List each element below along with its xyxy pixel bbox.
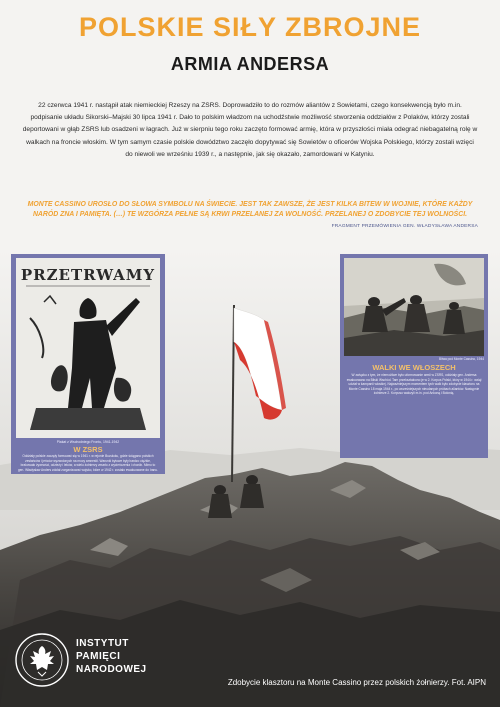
poster-text: PRZETRWAMY	[20, 266, 156, 284]
ipn-name-line3: NARODOWEJ	[76, 664, 147, 675]
right-image-caption: Bitwa pod Monte Cassino, 1944	[438, 357, 484, 361]
soldiers-battle-photo	[344, 258, 484, 356]
page-subtitle: ARMIA ANDERSA	[170, 54, 330, 74]
anders-quote: MONTE CASSINO UROSŁO DO SŁOWA SYMBOLU NA ŚWIECIE. JEST TAK ZAWSZE, ŻE JEST KILKA BITEW W WOJNIE, KTÓRE KAŻDY NARÓD ZNA I PAMIĘTA. (…) TE WZGÓRZA PEŁNE SĄ KRWI PRZELANEJ ZA WOLNOŚĆ. PRZELANEJ O ZDOBYCIE TEJ WOLNOŚCI.	[27, 201, 473, 218]
quote-source: FRAGMENT PRZEMÓWIENIA GEN. WŁADYSŁAWA ANDERSA	[331, 224, 478, 229]
ipn-name-line2: PAMIĘCI	[76, 651, 121, 662]
ipn-name-line1: INSTYTUT	[76, 638, 129, 649]
left-image-caption: Plakat z Wschodniego Frontu, 1941-1942	[56, 440, 120, 444]
page-title: POLSKIE SIŁY ZBROJNE	[78, 12, 422, 42]
left-panel-text: Oddziały polskie zaczęły formować się w 1941 r. w rejonie Buzułuku, gdzie ściągano polskich zesłańców i jeńców wyzwolonych na mocy amnestii. Warunki bytowe były bardzo ciężkie, brakowało żywności, odzieży i leków, a wielu żołnierzy zmarło z wycieńczenia i chorób. Mimo to gen. Władysław Anders zdołał zorganizować wojsko, które w 1942 r. zostało ewakuowane do Iranu.	[18, 454, 158, 472]
photo-caption: Zdobycie klasztoru na Monte Cassino przez polskich żołnierzy. Fot. AIPN	[227, 678, 486, 687]
ipn-eagle-seal-icon	[14, 632, 70, 688]
left-panel-heading: W ZSRS	[73, 445, 103, 454]
ipn-name	[76, 637, 147, 676]
right-panel-text: W związku z tym, że niemożliwe było uformowanie armii w ZSRS, oddziały gen. Andersa ewakuowano na Bliski Wschód. Tam przekształcono je w 2. Korpus Polski, który w 1944 r. wziął udział w kampanii włoskiej. Najważniejszym momentem tych walk było zdobycie klasztoru na Monte Cassino 18 maja 1944 r., po wcześniejszych nieudanych próbach aliantów. Następnie żołnierze 2. Korpusu walczyli m.in. pod Ankoną i Bolonią.	[346, 373, 482, 395]
right-panel-heading: WALKI WE WŁOSZECH	[372, 363, 456, 372]
intro-paragraph: 22 czerwca 1941 r. nastąpił atak niemieckiej Rzeszy na ZSRS. Doprowadziło to do rozmów aliantów z Sowietami, czego konsekwencją było m.in. podpisanie układu Sikorski–Majski 30 lipca 1941 r. Dało to polskim władzom na uchodźstwie możliwość stworzenia oddziałów z Polaków, którzy zostali deportowani w głąb ZSRS lub osadzeni w łagrach. Już w sierpniu tego roku zaczęto formować armię, która w przyszłości miała odegrać niebagatelną rolę w walkach na froncie włoskim. W tym samym czasie polskie dowództwo zaczęło dopytywać się Sowietów o oficerów Wojska Polskiego, którzy zostali wzięci do niewoli we wrześniu 1939 r., a następnie, jak się okazało, zamordowani w Katyniu.	[22, 102, 478, 158]
przetrwamy-poster-image	[16, 258, 160, 438]
